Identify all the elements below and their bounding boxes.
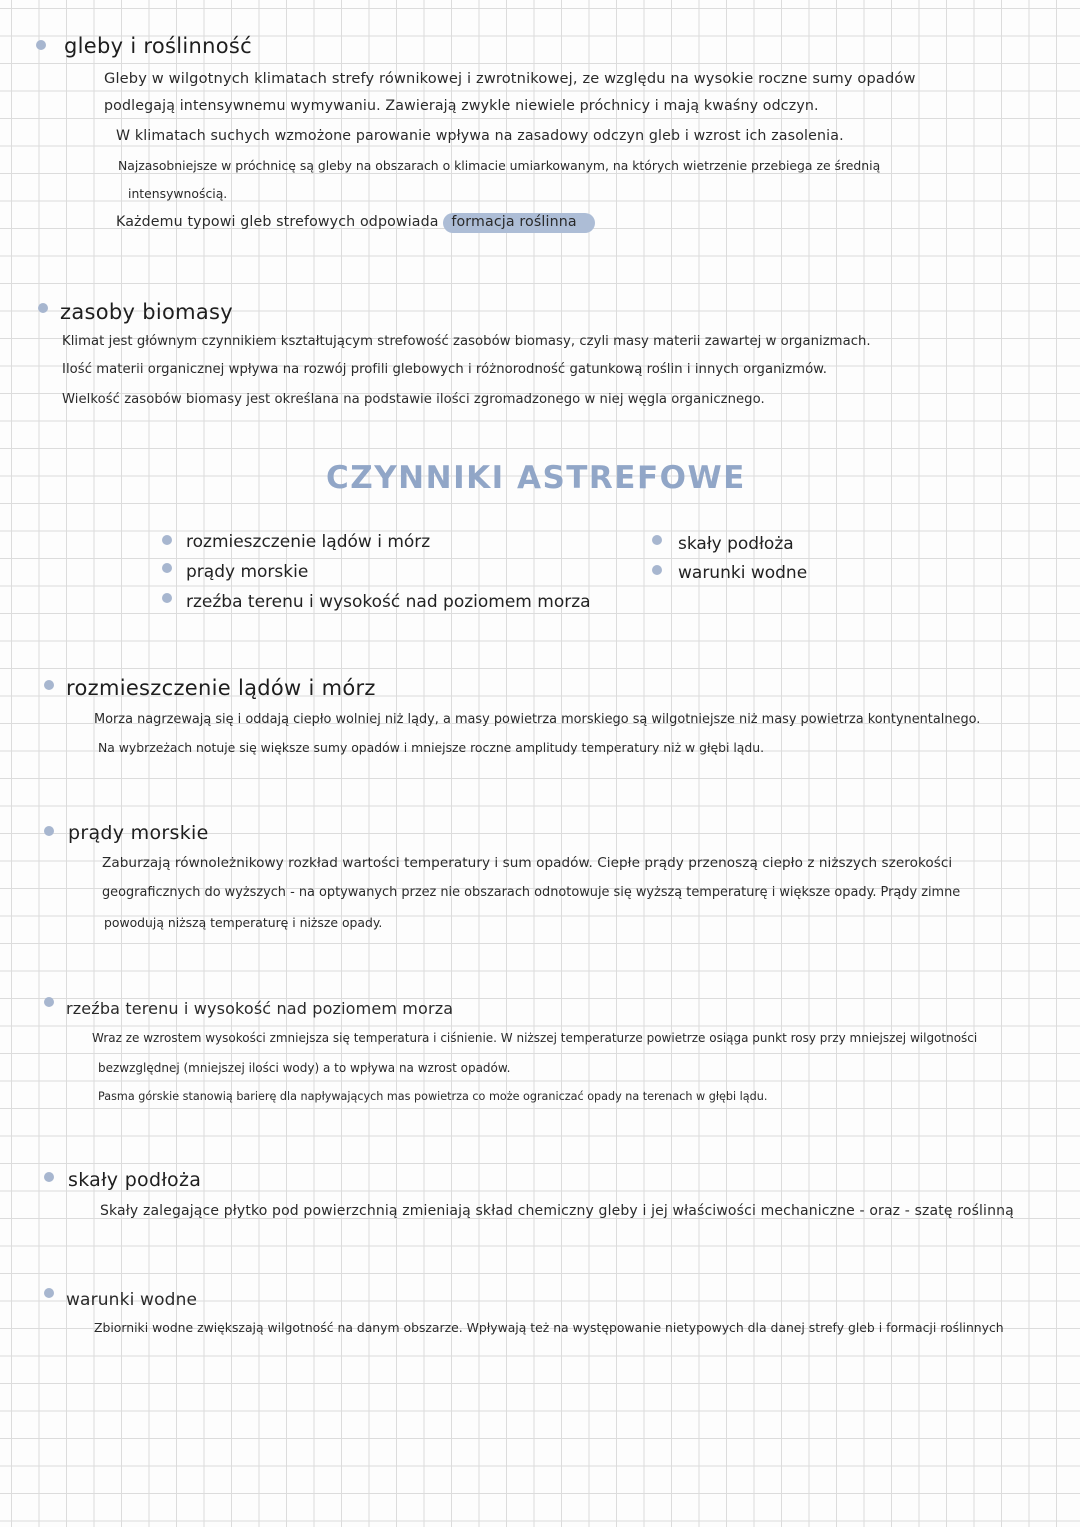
azonal-item-1: rozmieszczenie lądów i mórz <box>186 532 431 552</box>
soils-line-4: Najzasobniejsze w próchnicę są gleby na obszarach o klimacie umiarkowanym, na których wietrzenie przebiega ze średnią <box>118 158 881 173</box>
highlight-marker: formacja roślinna <box>443 213 594 233</box>
biomass-line-1: Klimat jest głównym czynnikiem kształtującym strefowość zasobów biomasy, czyli masy materii zawartej w organizmach. <box>62 334 871 349</box>
bullet-dot <box>652 535 662 545</box>
rocks-line-1: Skały zalegające płytko pod powierzchnią zmieniają skład chemiczny gleby i jej właściwości mechaniczne - oraz - szatę roślinną <box>100 1203 1014 1219</box>
soils-last-line-text: Każdemu typowi gleb strefowych odpowiada <box>116 214 439 230</box>
bullet-dot <box>652 565 662 575</box>
bullet-dot <box>44 680 54 690</box>
bullet-dot <box>44 826 54 836</box>
bullet-dot <box>36 40 46 50</box>
section-heading-relief: rzeźba terenu i wysokość nad poziomem morza <box>66 999 454 1018</box>
section-heading-currents: prądy morskie <box>68 822 209 844</box>
azonal-item-2: prądy morskie <box>186 562 309 582</box>
bullet-dot <box>44 997 54 1007</box>
bullet-dot <box>162 593 172 603</box>
section-heading-biomass: zasoby biomasy <box>60 300 234 324</box>
section-heading-land-sea: rozmieszczenie lądów i mórz <box>66 676 376 700</box>
soils-last-line <box>116 214 595 230</box>
relief-line-2: bezwzględnej (mniejszej ilości wody) a to wpływa na wzrost opadów. <box>98 1061 511 1075</box>
relief-line-3: Pasma górskie stanowią barierę dla napływających mas powietrza co może ograniczać opady na terenach w głębi lądu. <box>98 1090 768 1103</box>
section-heading-soils: gleby i roślinność <box>64 34 253 58</box>
bullet-dot <box>38 303 48 313</box>
land-sea-line-1: Morza nagrzewają się i oddają ciepło wolniej niż lądy, a masy powietrza morskiego są wilgotniejsze niż masy powietrza kontynentalnego. <box>94 712 981 727</box>
azonal-item-5: warunki wodne <box>678 563 808 583</box>
biomass-line-2: Ilość materii organicznej wpływa na rozwój profili glebowych i różnorodność gatunkową roślin i innych organizmów. <box>62 362 828 377</box>
section-heading-water: warunki wodne <box>66 1290 198 1310</box>
currents-line-1: Zaburzają równoleżnikowy rozkład wartości temperatury i sum opadów. Ciepłe prądy przenoszą ciepło z niższych szerokości <box>102 855 953 871</box>
soils-line-1: Gleby w wilgotnych klimatach strefy równikowej i zwrotnikowej, ze względu na wysokie roczne sumy opadów <box>104 70 916 87</box>
azonal-item-4: skały podłoża <box>678 534 794 554</box>
currents-line-3: powodują niższą temperaturę i niższe opady. <box>104 915 383 930</box>
land-sea-line-2: Na wybrzeżach notuje się większe sumy opadów i mniejsze roczne amplitudy temperatury niż w głębi lądu. <box>98 740 765 755</box>
soils-line-5: intensywnością. <box>128 186 228 201</box>
azonal-item-3: rzeźba terenu i wysokość nad poziomem morza <box>186 592 591 612</box>
biomass-line-3: Wielkość zasobów biomasy jest określana na podstawie ilości zgromadzonego w niej węgla organicznego. <box>62 392 765 407</box>
page-title: CZYNNIKI ASTREFOWE <box>326 460 746 496</box>
soils-line-3: W klimatach suchych wzmożone parowanie wpływa na zasadowy odczyn gleb i wzrost ich zasolenia. <box>116 128 844 144</box>
section-heading-rocks: skały podłoża <box>68 1169 202 1191</box>
relief-line-1: Wraz ze wzrostem wysokości zmniejsza się temperatura i ciśnienie. W niższej temperaturze powietrze osiąga punkt rosy przy mniejszej wilgotności <box>92 1031 978 1045</box>
soils-line-2: podlegają intensywnemu wymywaniu. Zawierają zwykle niewiele próchnicy i mają kwaśny odczyn. <box>104 98 819 114</box>
bullet-dot <box>162 535 172 545</box>
bullet-dot <box>44 1288 54 1298</box>
bullet-dot <box>162 563 172 573</box>
water-line-1: Zbiorniki wodne zwiększają wilgotność na danym obszarze. Wpływają też na występowanie nietypowych dla danej strefy gleb i formacji roślinnych <box>94 1320 1004 1335</box>
bullet-dot <box>44 1172 54 1182</box>
currents-line-2: geograficznych do wyższych - na optywanych przez nie obszarach odnotowuje się wyższą temperaturę i większe opady. Prądy zimne <box>102 885 961 900</box>
